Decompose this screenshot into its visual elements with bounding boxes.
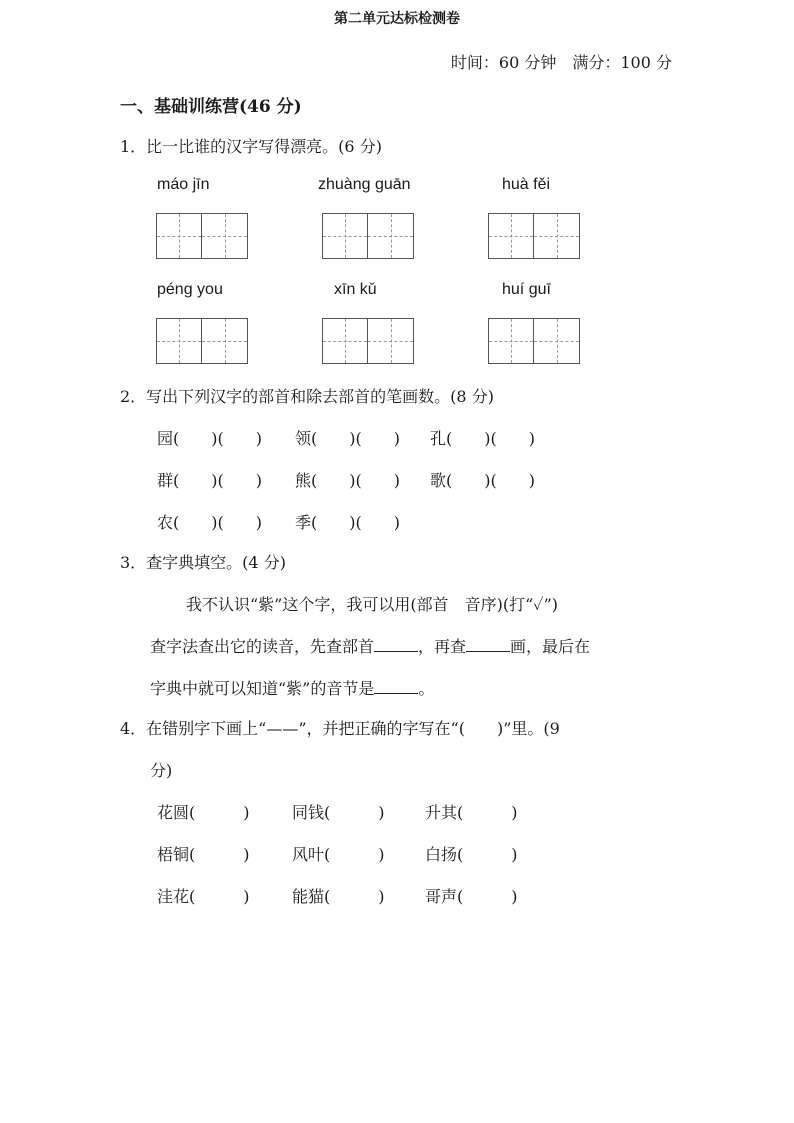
q3-line-3-part-a: 字典中就可以知道“紫”的音节是: [150, 679, 375, 698]
pinyin-4: péng you: [157, 281, 223, 298]
q4-item-3[interactable]: 升其( ): [425, 803, 518, 822]
pinyin-2: zhuàng guān: [318, 176, 411, 193]
exam-time-score: 时间：60 分钟 满分：100 分: [450, 53, 672, 72]
q4-item-4[interactable]: 梧铜( ): [157, 845, 250, 864]
q2-item-7[interactable]: 农( )( ): [157, 513, 262, 532]
pinyin-5: xīn kǔ: [334, 281, 377, 298]
writing-grid-5[interactable]: [322, 318, 414, 364]
question-1: 1．比一比谁的汉字写得漂亮。(6 分): [120, 137, 382, 156]
writing-grid-1[interactable]: [156, 213, 248, 259]
question-3: 3．查字典填空。(4 分): [120, 553, 286, 572]
q3-line-2: [150, 634, 590, 657]
q2-item-3[interactable]: 孔( )( ): [430, 429, 535, 448]
question-4: 4．在错别字下画上“——”，并把正确的字写在“( )”里。(9: [120, 719, 560, 738]
q4-item-8[interactable]: 能猫( ): [292, 887, 385, 906]
question-2: 2．写出下列汉字的部首和除去部首的笔画数。(8 分): [120, 387, 494, 406]
q4-item-1[interactable]: 花圆( ): [157, 803, 250, 822]
q3-line-2-part-b: ，再查: [418, 637, 467, 656]
q3-line-3: [150, 676, 434, 699]
writing-grid-6[interactable]: [488, 318, 580, 364]
q3-blank-strokes[interactable]: [466, 637, 510, 652]
question-4-cont: 分): [150, 761, 173, 780]
pinyin-3: huà fěi: [502, 176, 551, 193]
writing-grid-2[interactable]: [322, 213, 414, 259]
q4-item-6[interactable]: 白扬( ): [425, 845, 518, 864]
q4-item-9[interactable]: 哥声( ): [425, 887, 518, 906]
pinyin-1: máo jīn: [157, 176, 210, 193]
q3-line-3-part-b: 。: [418, 679, 435, 698]
q2-item-1[interactable]: 园( )( ): [157, 429, 262, 448]
q2-item-2[interactable]: 领( )( ): [295, 429, 400, 448]
q3-blank-radical[interactable]: [374, 637, 418, 652]
q3-line-1: 我不认识“紫”这个字，我可以用(部首 音序)(打“✓”): [186, 595, 559, 614]
section-1-heading: 一、基础训练营(46 分): [120, 97, 302, 117]
q4-item-5[interactable]: 风叶( ): [292, 845, 385, 864]
q2-item-8[interactable]: 季( )( ): [295, 513, 400, 532]
q4-item-7[interactable]: 洼花( ): [157, 887, 250, 906]
q2-item-6[interactable]: 歌( )( ): [430, 471, 535, 490]
q2-item-4[interactable]: 群( )( ): [157, 471, 262, 490]
writing-grid-3[interactable]: [488, 213, 580, 259]
q2-item-5[interactable]: 熊( )( ): [295, 471, 400, 490]
q4-item-2[interactable]: 同钱( ): [292, 803, 385, 822]
writing-grid-4[interactable]: [156, 318, 248, 364]
q3-line-2-part-c: 画，最后在: [510, 637, 591, 656]
q3-blank-syllable[interactable]: [374, 679, 418, 694]
q3-line-2-part-a: 查字法查出它的读音，先查部首: [150, 637, 375, 656]
pinyin-6: huí guī: [502, 281, 551, 298]
exam-title: 第二单元达标检测卷: [334, 11, 460, 27]
